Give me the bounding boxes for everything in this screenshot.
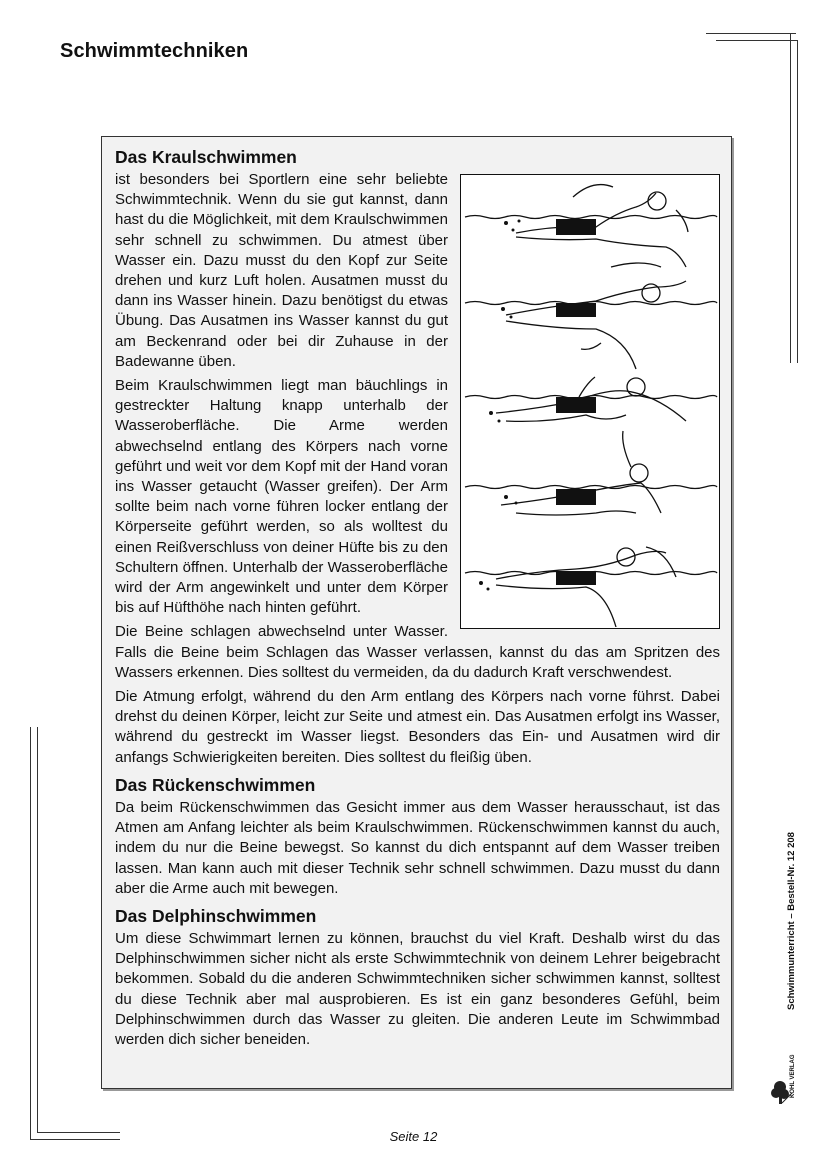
bottom-left-line-v2 [37,727,38,1132]
kraul-paragraph-1: ist besonders bei Sportlern eine sehr beliebte Schwimmtechnik. Wenn du sie gut kannst, dann hast du die Möglichkeit, mit dem Kraulschwimmen sehr schnell zu schwimmen. Du atmest über Wasser ein. Dazu musst du den Kopf zur Seite drehen und kurz Luft holen. Ausatmen musst du dann ins Wasser hinein. Dazu benötigst du etwas Übung. Das Ausatmen ins Wasser kannst du gut am Beckenrand oder bei dir Zuhause in der Badewanne üben. [115,171,448,370]
side-order-label: Schwimmunterricht – Bestell-Nr. 12 208 [786,832,797,1010]
publisher-logo-text: KOHL VERLAG [790,1054,796,1098]
top-right-line-h1 [706,33,796,34]
kraul-paragraph-3: Die Beine schlagen abwechselnd unter Wasser. Falls die Beine beim Schlagen das Wasser verlassen, kannst du das am Spritzen des Wassers erkennen. Dies solltest du vermeiden, da du dadurch Kraft verschwendest. [115,623,720,681]
section-heading-ruecken: Das Rückenschwimmen [115,774,316,795]
kraul-paragraph-2: Beim Kraulschwimmen liegt man bäuchlings in gestreckter Haltung knapp unterhalb der Wasseroberfläche. Die Arme werden abwechselnd entlang des Körpers nach vorne geführt und weit vor dem Kopf mit der Hand voran ins Wasser getaucht (Wasser greifen). Der Arm sollte beim nach vorne führen locker entlang der Körperseite geführt werden, so als wolltest du einen Reißverschluss von deiner Hüfte bis zu den Schultern öffnen. Unterhalb der Wasseroberfläche wird der Arm angewinkelt und unter dem Körper bis auf Hüfthöhe nach hinten geführt. [115,377,448,617]
top-right-line-v1 [790,33,791,363]
top-right-line-v2 [797,40,798,363]
content [115,146,720,1054]
bottom-left-line-v1 [30,727,31,1139]
section-heading-delphin: Das Delphinschwimmen [115,905,317,926]
kraul-paragraph-4: Die Atmung erfolgt, während du den Arm entlang des Körpers nach vorne führst. Dabei drehst du deinen Körper, leicht zur Seite und atmest ein. Das Ausatmen erfolgt ins Wasser, während du gestreckt im Wasser liegst. Besonders das Ein- und Ausatmen wird dir anfangs Schwierigkeiten bereiten. Dies solltest du fleißig üben. [115,688,720,766]
section-heading-kraul: Das Kraulschwimmen [115,147,297,167]
page-footer: Seite 12 [389,1129,438,1144]
swimming-illustration [460,174,720,629]
ruecken-paragraph-1: Da beim Rückenschwimmen das Gesicht immer aus dem Wasser herausschaut, ist das Atmen am Anfang leichter als beim Kraulschwimmen. Rückenschwimmen kannst du auch, indem du nur die Beine bewegst. So kannst du dich entspannt auf dem Wasser treiben lassen. Man kann auch mit dieser Technik sehr schnell schwimmen. Dazu musst du dann aber die Arme auch mit bewegen. [115,798,720,897]
top-right-line-h2 [716,40,798,41]
swimmer-drawings [461,175,718,627]
publisher-tree-logo [768,1075,806,1105]
delphin-paragraph-1: Um diese Schwimmart lernen zu können, brauchst du viel Kraft. Deshalb wirst du das Delphinschwimmen sicher nicht als erste Schwimmtechnik von deinem Lehrer beigebracht bekommen. Sobald du die anderen Schwimmtechniken sicher schwimmen kannst, solltest du diese Technik aber mal ausprobieren. Es ist ein ganz besonderes Gefühl, beim Delphinschwimmen durch das Wasser zu gleiten. Die anderen Leute im Schwimmbad werden dich sicher beneiden. [115,929,720,1048]
page-title: Schwimmtechniken [60,40,249,62]
